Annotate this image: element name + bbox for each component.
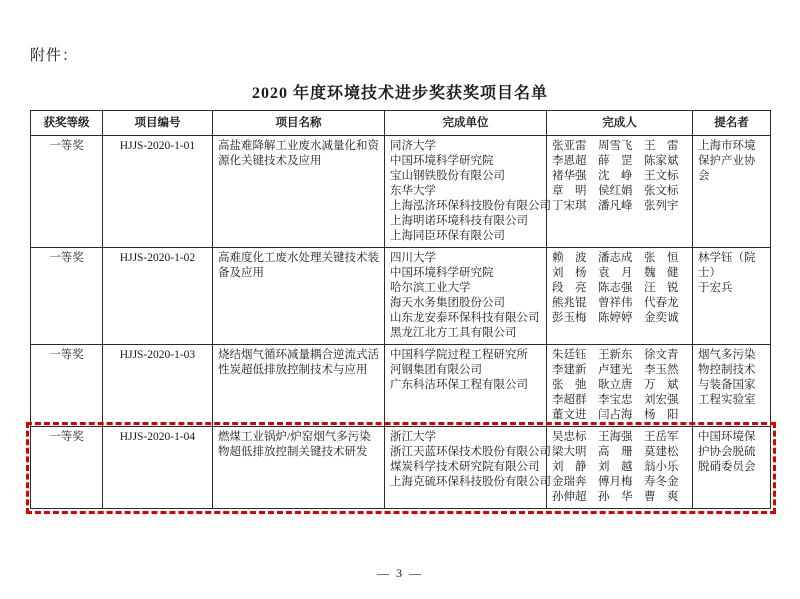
text-line: 上海同臣环保有限公司 — [390, 230, 505, 242]
column-header: 提名者 — [693, 111, 771, 136]
cell-project-name: 烧结烟气循环减量耦合逆流式活性炭超低排放控制技术与应用 — [213, 345, 385, 427]
text-line: 宝山钢铁股份有限公司 — [390, 170, 505, 182]
text-line: 上海市环境保护产业协会 — [698, 140, 756, 182]
text-line: 河钢集团有限公司 — [390, 364, 482, 376]
text-line: 熊兆锟 曾祥伟 代春龙 — [552, 297, 679, 309]
text-line: 山东龙安泰环保科技有限公司 — [390, 312, 540, 324]
text-line: 烟气多污染物控制技术与装备国家工程实验室 — [698, 349, 756, 406]
cell-project-code: HJJS-2020-1-02 — [103, 248, 213, 345]
column-header: 完成人 — [547, 111, 693, 136]
cell-completing-units — [385, 427, 551, 509]
text-line: 张 弛 耿立唐 万 斌 — [552, 379, 679, 391]
text-line: 中国环境科学研究院 — [390, 155, 494, 167]
cell-completers — [547, 427, 693, 509]
cell-award-level: 一等奖 — [31, 427, 103, 509]
cell-project-name: 高难度化工废水处理关键技术装备及应用 — [213, 248, 385, 345]
text-line: 刘 杨 袁 月 魏 健 — [552, 267, 679, 279]
text-line: 上海泓济环保科技股份有限公司 — [390, 200, 551, 212]
cell-project-code: HJJS-2020-1-04 — [103, 427, 213, 509]
cell-completing-units — [385, 345, 547, 427]
text-line: 林学钰（院士） — [698, 252, 756, 279]
text-line: 黑龙江北方工具有限公司 — [390, 327, 517, 339]
cell-nominator — [693, 248, 771, 345]
cell-project-name: 高盐难降解工业废水减量化和资源化关键技术及应用 — [213, 136, 385, 248]
text-line: 吴忠标 王海强 王岳军 — [552, 431, 679, 443]
header-row — [31, 111, 771, 136]
text-line: 海天水务集团股份公司 — [390, 297, 505, 309]
text-line: 孙伸超 孙 华 曹 爽 — [552, 491, 679, 503]
cell-award-level: 一等奖 — [31, 345, 103, 427]
cell-nominator — [693, 345, 771, 427]
cell-completers — [547, 136, 693, 248]
table-row — [31, 248, 771, 345]
cell-completing-units — [385, 136, 551, 248]
text-line: 浙江天蓝环保技术股份有限公司 — [390, 446, 551, 458]
column-header: 完成单位 — [385, 111, 547, 136]
text-line: 董文进 闫占海 杨 阳 — [552, 409, 679, 421]
cell-award-level: 一等奖 — [31, 136, 103, 248]
text-line: 李建新 卢建光 李玉然 — [552, 364, 679, 376]
text-line: 李超群 李宝忠 刘宏强 — [552, 394, 679, 406]
text-line: 上海克硫环保科技股份有限公司 — [390, 476, 551, 488]
text-line: 中国环境科学研究院 — [390, 267, 494, 279]
text-line: 四川大学 — [390, 252, 436, 264]
text-line: 褚华强 沈 峥 王文标 — [552, 170, 679, 182]
text-line: 张亚雷 周雪飞 王 雷 — [552, 140, 679, 152]
page-title: 2020 年度环境技术进步奖获奖项目名单 — [251, 85, 548, 102]
text-line: 东华大学 — [390, 185, 436, 197]
text-line: 中国科学院过程工程研究所 — [390, 349, 528, 361]
text-line: 同济大学 — [390, 140, 436, 152]
text-line: 朱廷钰 王新东 徐文青 — [552, 349, 679, 361]
table-body — [31, 136, 771, 509]
attachment-label: 附件： — [30, 48, 79, 64]
text-line: 金瑞奔 傅月梅 寿冬金 — [552, 476, 679, 488]
column-header: 项目编号 — [103, 111, 213, 136]
text-line: 段 亮 陈志强 汪 锐 — [552, 282, 679, 294]
text-line: 李恩超 薛 罡 陈家斌 — [552, 155, 679, 167]
award-table — [30, 110, 771, 509]
cell-nominator — [693, 427, 771, 509]
cell-completers — [547, 248, 693, 345]
cell-project-code: HJJS-2020-1-03 — [103, 345, 213, 427]
cell-project-name: 燃煤工业锅炉/炉窑烟气多污染物超低排放控制关键技术研发 — [213, 427, 385, 509]
cell-project-code: HJJS-2020-1-01 — [103, 136, 213, 248]
cell-completers — [547, 345, 693, 427]
table-row — [31, 345, 771, 427]
text-line: 于宏兵 — [698, 282, 733, 294]
text-line: 哈尔滨工业大学 — [390, 282, 471, 294]
column-header: 获奖等级 — [31, 111, 103, 136]
text-line: 上海明诺环境科技有限公司 — [390, 215, 528, 227]
text-line: 刘 静 刘 越 翁小乐 — [552, 461, 679, 473]
text-line: 广东科洁环保工程有限公司 — [390, 379, 528, 391]
cell-nominator — [693, 136, 771, 248]
table-row — [31, 136, 771, 248]
table-row — [31, 427, 771, 509]
page-number: — 3 — — [377, 566, 423, 580]
column-header: 项目名称 — [213, 111, 385, 136]
cell-completing-units — [385, 248, 547, 345]
text-line: 章 明 侯红娟 张文标 — [552, 185, 679, 197]
text-line: 彭玉梅 陈婷婷 金奕诚 — [552, 312, 679, 324]
text-line: 中国环境保护协会脱硫脱硝委员会 — [698, 431, 756, 473]
text-line: 丁宋琪 潘凡峰 张列宇 — [552, 200, 679, 212]
text-line: 赖 波 潘志成 张 恒 — [552, 252, 679, 264]
text-line: 煤炭科学技术研究院有限公司 — [390, 461, 540, 473]
text-line: 浙江大学 — [390, 431, 436, 443]
cell-award-level: 一等奖 — [31, 248, 103, 345]
text-line: 梁大明 高 珊 莫建松 — [552, 446, 679, 458]
table-header — [31, 111, 771, 136]
